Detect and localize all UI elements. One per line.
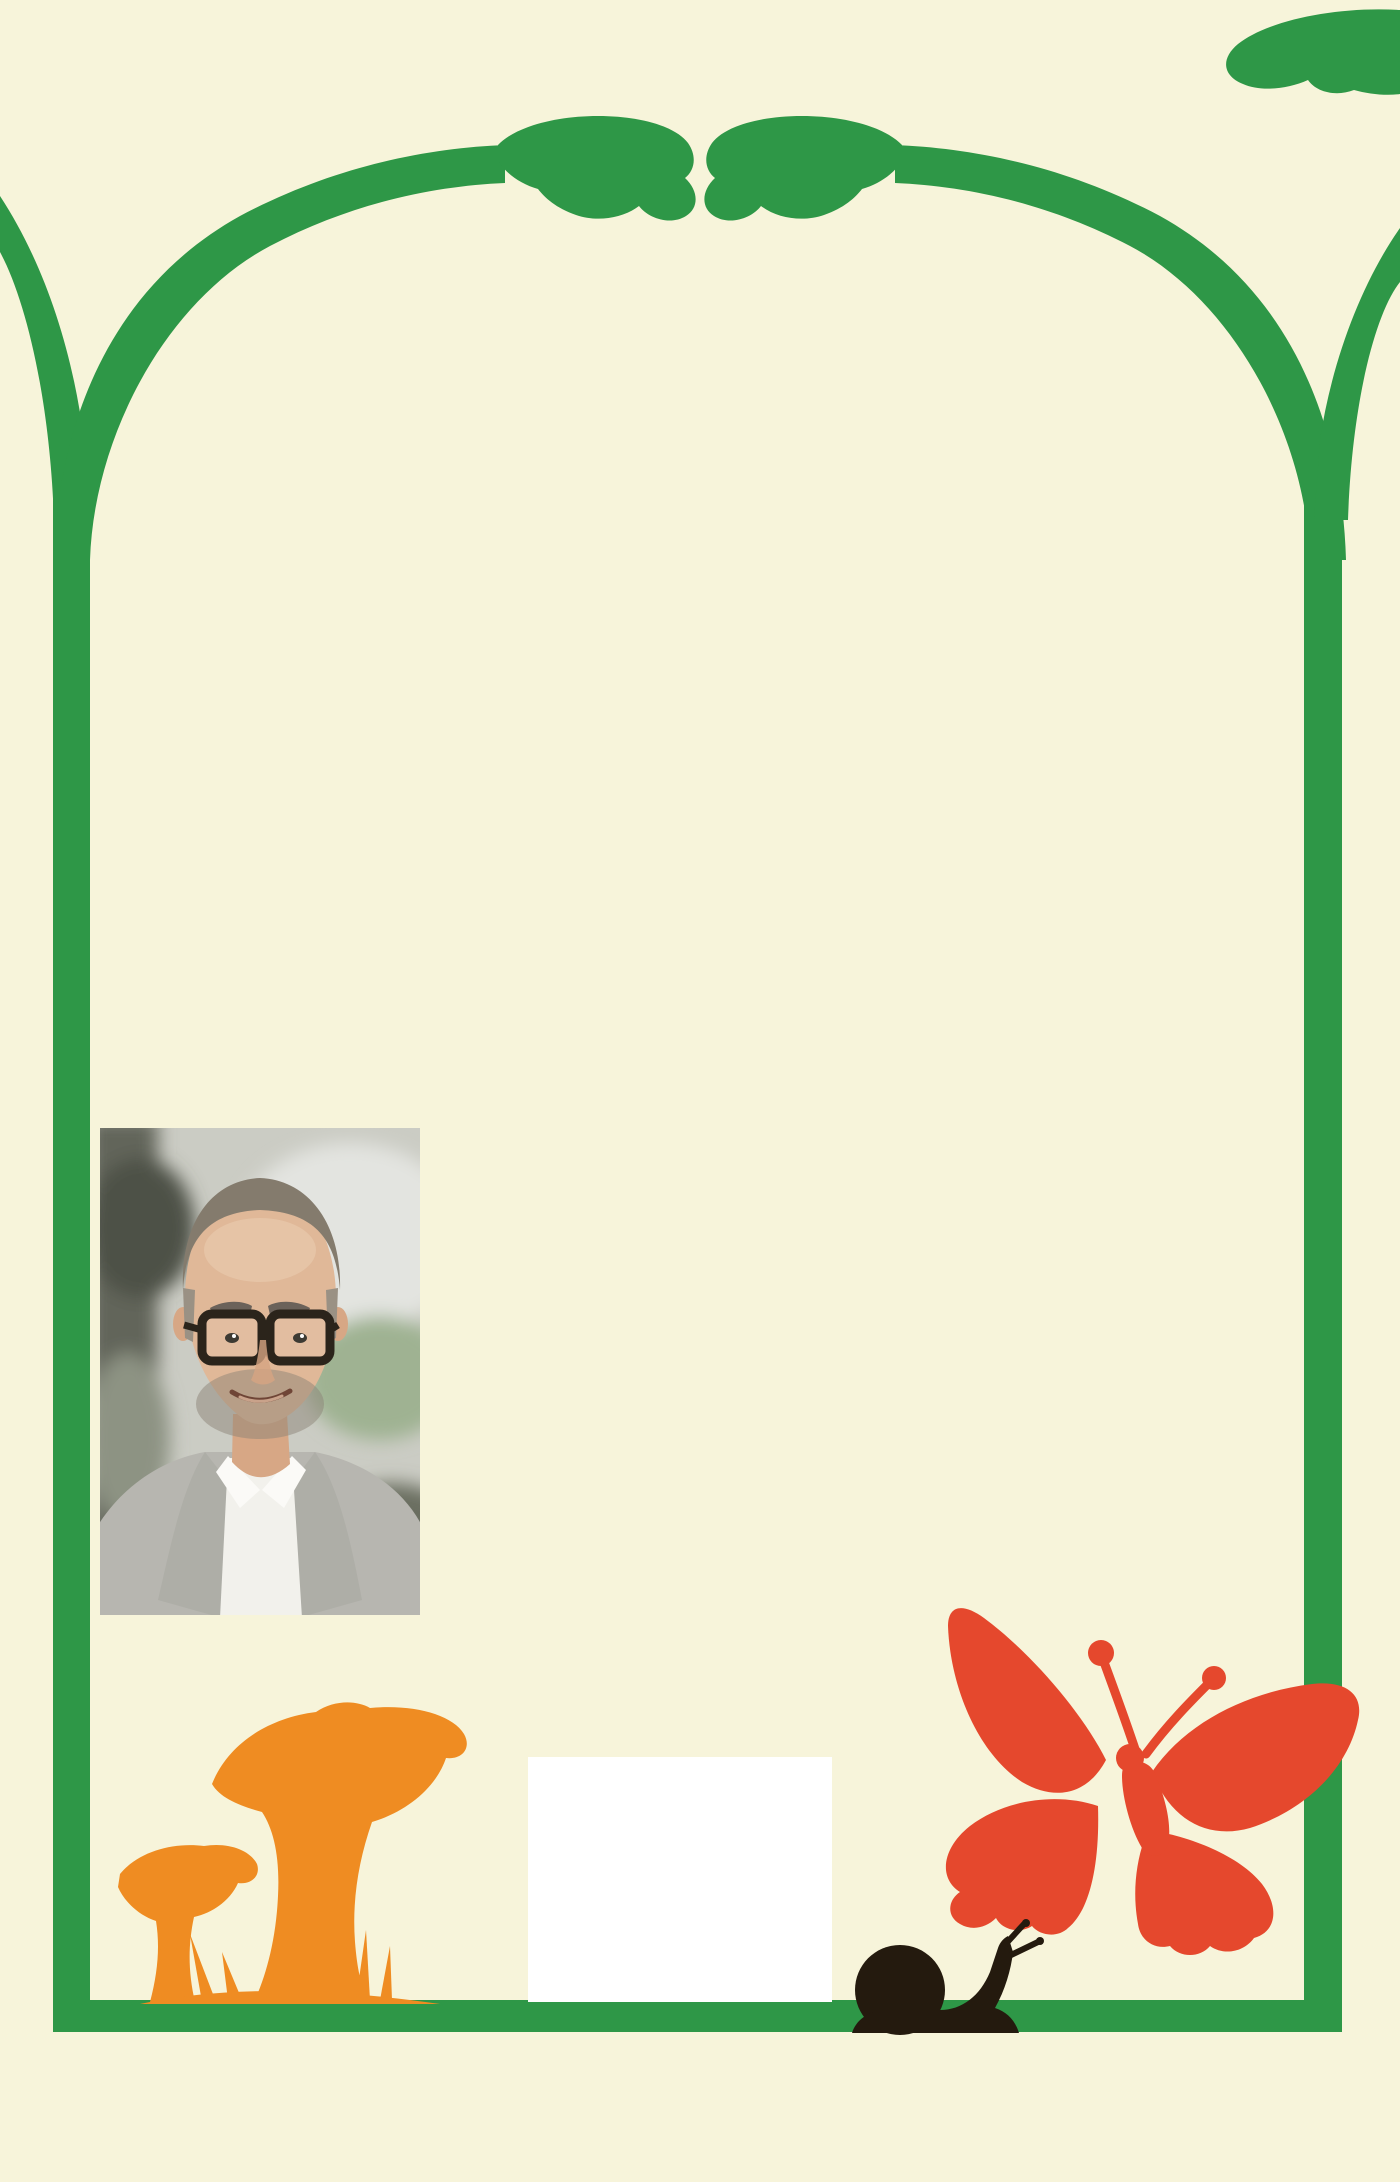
frame-left-bar <box>53 430 90 2032</box>
author-photo <box>100 1128 420 1615</box>
snail-illustration <box>852 1919 1044 2035</box>
mushroom-illustration <box>118 1702 467 2004</box>
barcode <box>528 1757 832 2002</box>
frame-bottom-bar <box>53 2000 1342 2032</box>
butterfly-illustration <box>946 1608 1359 1955</box>
snail-eye-bulb-left <box>498 116 696 221</box>
green-stem-frame <box>0 9 1400 2032</box>
barcode-bars <box>528 1757 832 2002</box>
snail-eye-bulb-right <box>704 116 902 221</box>
leaf-top-right <box>1226 9 1400 94</box>
frame-right-bar <box>1304 430 1342 2032</box>
